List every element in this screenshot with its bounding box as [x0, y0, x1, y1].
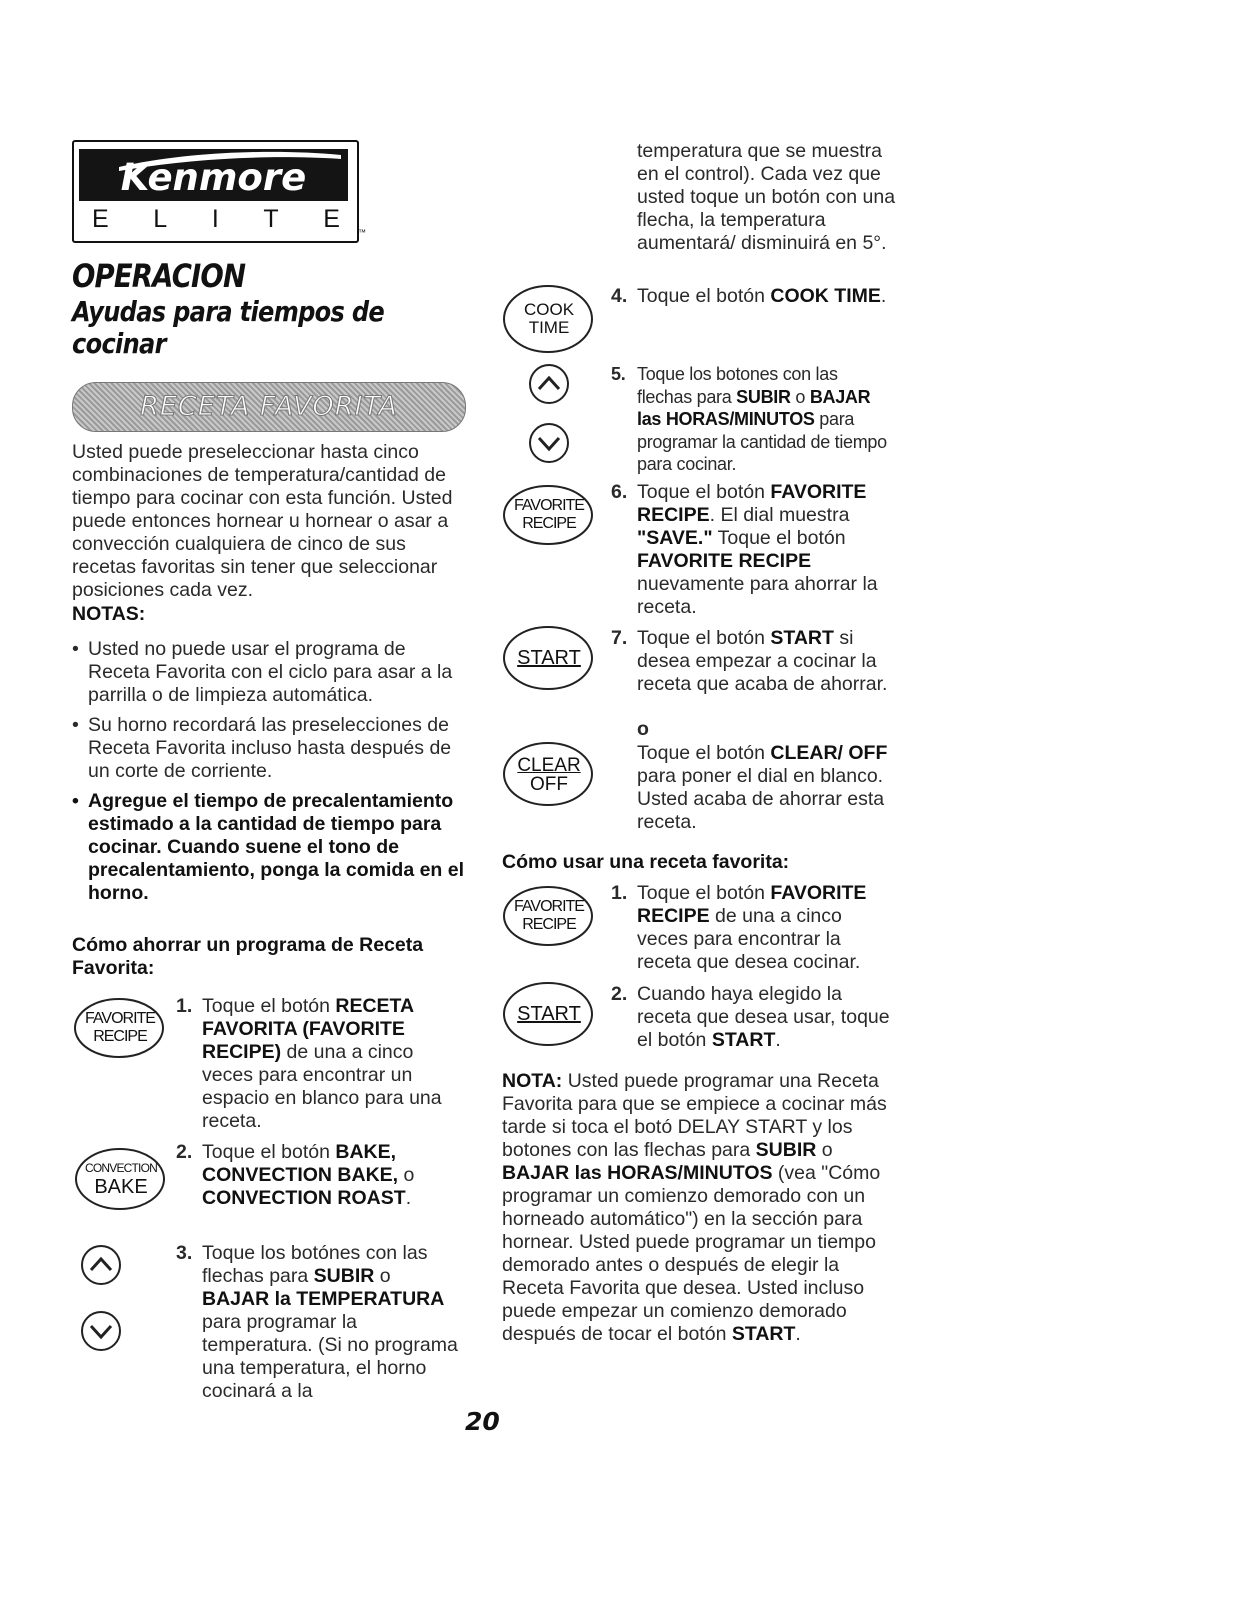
down-arrow-icon — [80, 1310, 122, 1352]
button-label: BAKE — [94, 1176, 148, 1198]
start-button — [500, 980, 598, 1048]
up-arrow-icon — [528, 363, 570, 405]
step-text: Toque el botón FAVORITE RECIPE. El dial muestra "SAVE." Toque el botón FAVORITE RECIPE nuevamente para ahorrar la receta. — [637, 481, 878, 618]
note-item: • Usted no puede usar el programa de Receta Favorita con el ciclo para asar a la parrilla o de limpieza automática. — [72, 638, 468, 707]
banner-title: RECETA FAVORITA — [140, 391, 398, 422]
step-number: 1. — [176, 995, 193, 1017]
cook-time-button — [500, 283, 598, 355]
clear-alternative: Toque el botón CLEAR/ OFF para poner el dial en blanco. Usted acaba de ahorrar esta receta. — [637, 742, 888, 833]
logo-wordmark: Kenmore — [120, 156, 307, 199]
button-label: RECIPE — [522, 515, 576, 532]
trademark: ™ — [358, 228, 366, 237]
clear-off-button — [500, 740, 598, 808]
kenmore-elite-logo — [72, 140, 366, 243]
step-text: Toque el botón RECETA FAVORITA (FAVORITE RECIPE) de una a cinco veces para encontrar un espacio en blanco para una receta. — [202, 995, 442, 1132]
page-title: OPERACION — [72, 257, 246, 295]
step-number: 2. — [176, 1141, 193, 1163]
use-section-heading: Cómo usar una receta favorita: — [502, 851, 790, 873]
step-text: Toque el botón START si desea empezar a cocinar la receta que acaba de ahorrar. — [637, 627, 888, 695]
button-label: START — [517, 1003, 581, 1025]
step-text: Toque los botónes con las flechas para SUBIR o BAJAR la TEMPERATURA para programar la temperatura. (Si no programa una temperatura, el horno cocinará a la — [202, 1242, 458, 1402]
section-banner — [72, 382, 466, 432]
favorite-recipe-button — [71, 997, 169, 1059]
step-number: 4. — [611, 285, 628, 307]
save-section-heading: Cómo ahorrar un programa de Receta Favorita: — [72, 934, 424, 979]
note-item-bold: • Agregue el tiempo de precalentamiento estimado a la cantidad de tiempo para cocinar. Cuando suene el tono de precalentamiento, ponga la comida en el horno. — [72, 790, 468, 905]
button-label: CLEAR — [517, 755, 581, 776]
step-3-continued: temperatura que se muestra en el control). Cada vez que usted toque un botón con una flecha, la temperatura aumentará/ disminuirá en 5°. — [637, 140, 896, 254]
notes-heading: NOTAS: — [72, 603, 146, 625]
convection-bake-button — [72, 1147, 170, 1211]
up-arrow-icon — [80, 1244, 122, 1286]
favorite-recipe-button — [500, 484, 598, 546]
button-label: TIME — [528, 318, 570, 337]
step-number: 1. — [611, 882, 628, 904]
button-label: OFF — [530, 774, 568, 795]
logo-elite-line — [78, 205, 354, 234]
logo-letter: E — [92, 205, 109, 233]
button-label: COOK — [523, 300, 575, 319]
button-label: FAVORITE — [85, 1010, 155, 1027]
step-number: 5. — [611, 364, 626, 384]
step-text: Toque el botón BAKE, CONVECTION BAKE, o CONVECTION ROAST. — [202, 1141, 415, 1209]
logo-letter: E — [323, 205, 340, 233]
down-arrow-icon — [528, 422, 570, 464]
step-number: 6. — [611, 481, 628, 503]
or-label: o — [637, 718, 649, 740]
button-label: RECIPE — [93, 1028, 147, 1045]
nota-paragraph: NOTA: Usted puede programar una Receta Favorita para que se empiece a cocinar más tarde si toca el botó DELAY START y los botones con las flechas para SUBIR o BAJAR las HORAS/MINUTOS (vea "Cómo programar un comienzo demorado con un horneado automático") en la sección para hornear. Usted puede programar un tiempo demorado antes o después de elegir la Receta Favorita que desea. Usted incluso puede empezar un comienzo demorado después de tocar el botón START. — [502, 1070, 887, 1345]
note-item: • Su horno recordará las preselecciones de Receta Favorita incluso hasta después de un corte de corriente. — [72, 714, 468, 783]
logo-letter: L — [153, 205, 168, 233]
step-text: Toque el botón COOK TIME. — [637, 285, 887, 307]
favorite-recipe-button — [500, 885, 598, 947]
button-label: FAVORITE — [514, 898, 584, 915]
step-number: 3. — [176, 1242, 193, 1264]
step-number: 2. — [611, 983, 628, 1005]
step-text: Cuando haya elegido la receta que desea usar, toque el botón START. — [637, 983, 890, 1051]
step-text: Toque los botones con las flechas para SUBIR o BAJAR las HORAS/MINUTOS para programar la cantidad de tiempo para cocinar. — [637, 364, 887, 474]
button-label: FAVORITE — [514, 497, 584, 514]
button-label: START — [517, 647, 581, 669]
logo-letter: I — [211, 205, 219, 233]
page-subtitle: Ayudas para tiempos de cocinar — [72, 295, 385, 360]
step-text: Toque el botón FAVORITE RECIPE de una a cinco veces para encontrar la receta que desea cocinar. — [637, 882, 867, 973]
intro-paragraph: Usted puede preseleccionar hasta cinco combinaciones de temperatura/cantidad de tiempo para cocinar con esta función. Usted puede entonces hornear u hornear o asar a convección cualquiera de cinco de sus recetas favoritas sin tener que seleccionar posiciones cada vez. — [72, 441, 453, 601]
button-label: CONVECTION — [84, 1161, 157, 1175]
start-button — [500, 624, 598, 692]
button-label: RECIPE — [522, 916, 576, 933]
logo-letter: T — [263, 205, 279, 233]
page-number: 20 — [465, 1407, 500, 1436]
logo-band — [79, 149, 348, 201]
step-number: 7. — [611, 627, 628, 649]
